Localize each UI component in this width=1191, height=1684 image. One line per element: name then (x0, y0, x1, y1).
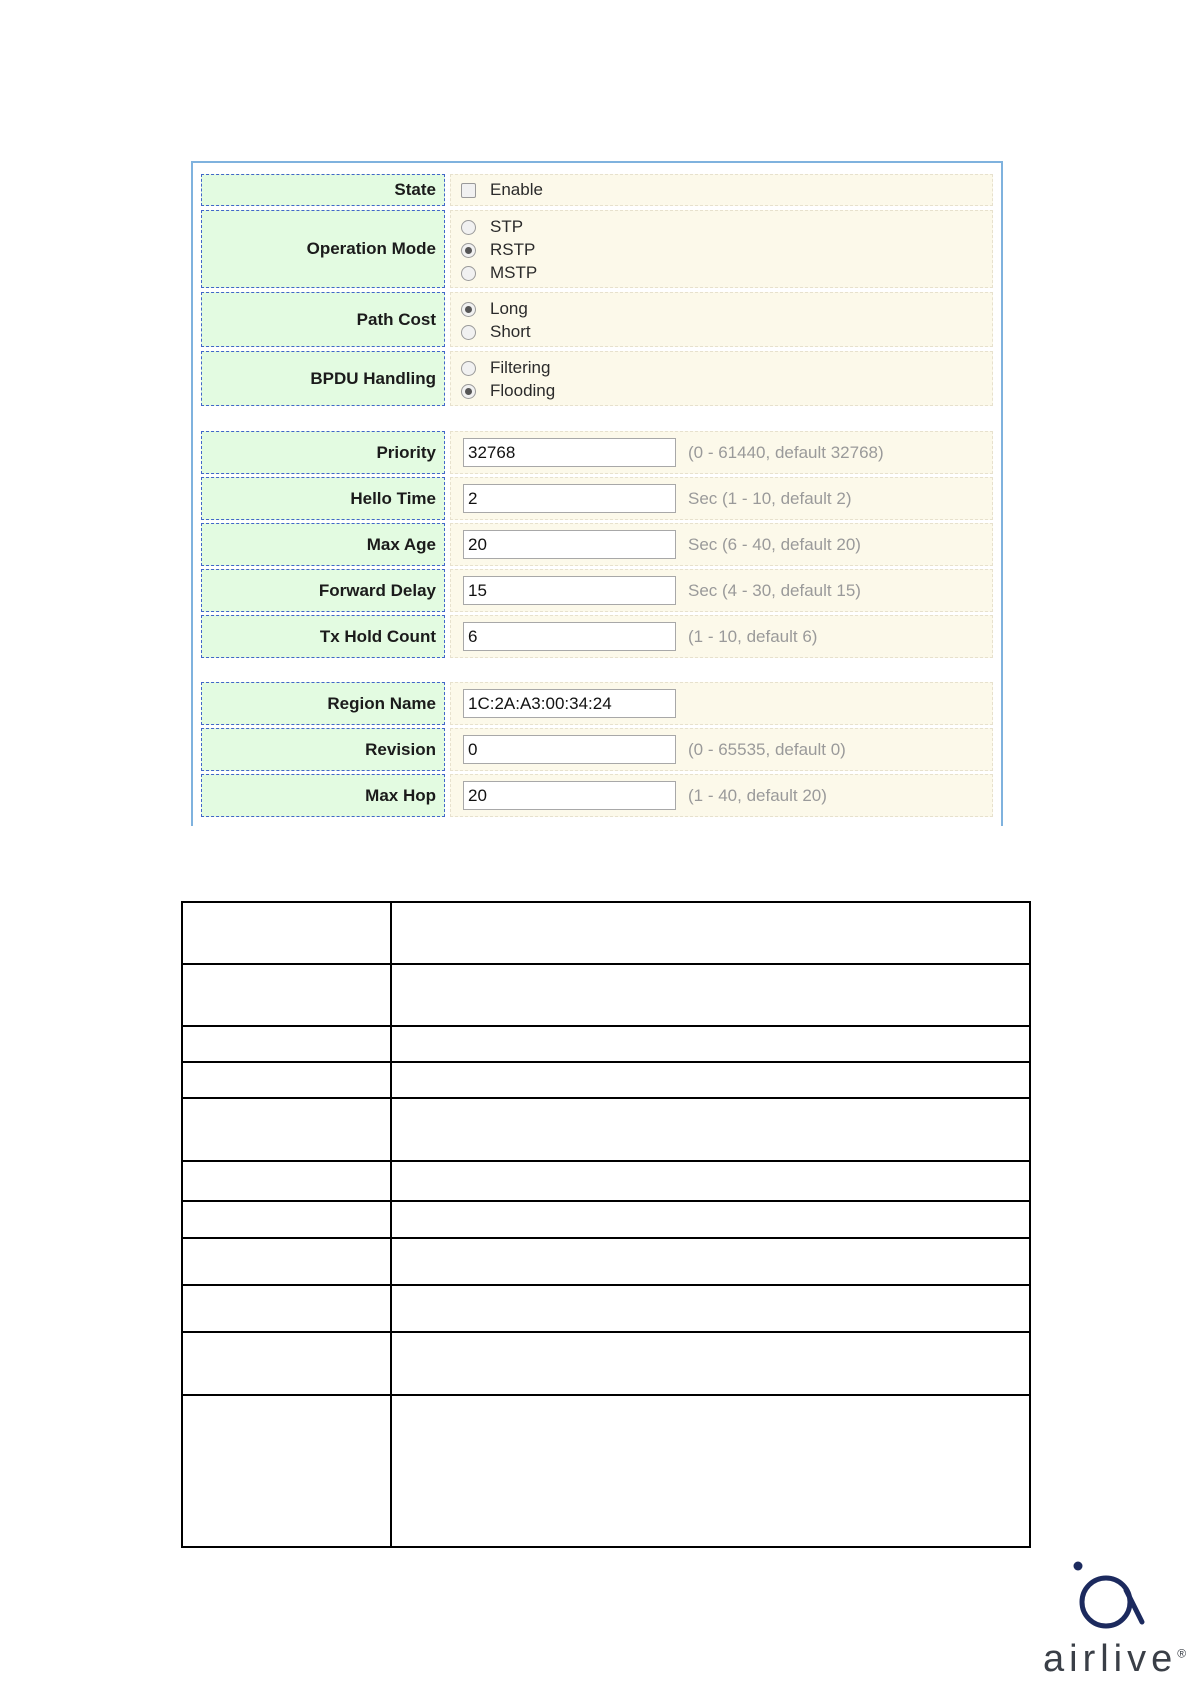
table-cell (391, 1026, 1030, 1062)
bpdu-handling-field (450, 351, 993, 406)
table-cell (391, 1332, 1030, 1395)
tx-hold-count-label: Tx Hold Count (201, 615, 445, 658)
table-cell (182, 1062, 391, 1098)
table-row (182, 1332, 1030, 1395)
revision-input[interactable] (463, 735, 676, 764)
path-cost-long-text: Long (490, 299, 528, 318)
hello-time-hint: Sec (1 - 10, default 2) (688, 489, 852, 508)
table-cell (391, 1395, 1030, 1547)
radio-filtering[interactable] (461, 361, 476, 376)
state-enable-text: Enable (490, 180, 543, 199)
table-cell (182, 1098, 391, 1161)
hello-time-input[interactable] (463, 484, 676, 513)
table-cell (182, 1395, 391, 1547)
table-row (182, 1395, 1030, 1547)
priority-field (450, 431, 993, 474)
table-cell (182, 902, 391, 964)
table-row (182, 964, 1030, 1026)
table-cell (391, 964, 1030, 1026)
path-cost-short-text: Short (490, 322, 531, 341)
description-table (181, 901, 1031, 1548)
max-hop-row (201, 774, 993, 817)
max-hop-label: Max Hop (201, 774, 445, 817)
forward-delay-hint: Sec (4 - 30, default 15) (688, 581, 861, 600)
radio-long[interactable] (461, 302, 476, 317)
tx-hold-count-field (450, 615, 993, 658)
revision-row (201, 728, 993, 771)
priority-hint: (0 - 61440, default 32768) (688, 443, 884, 462)
max-age-input[interactable] (463, 530, 676, 559)
priority-label: Priority (201, 431, 445, 474)
forward-delay-field (450, 569, 993, 612)
table-row (182, 1201, 1030, 1238)
registered-mark: ® (1177, 1646, 1187, 1661)
state-row (201, 174, 993, 206)
table-cell (182, 1332, 391, 1395)
operation-mode-rstp-text: RSTP (490, 240, 536, 259)
bpdu-handling-row (201, 351, 993, 406)
operation-mode-row (201, 210, 993, 288)
operation-mode-option-rstp[interactable] (461, 239, 535, 261)
brand-text: airlive (1043, 1638, 1178, 1680)
max-age-label: Max Age (201, 523, 445, 566)
table-row (182, 1026, 1030, 1062)
operation-mode-label: Operation Mode (201, 210, 445, 288)
forward-delay-row (201, 569, 993, 612)
bpdu-option-flooding[interactable] (461, 380, 555, 402)
revision-hint: (0 - 65535, default 0) (688, 740, 846, 759)
operation-mode-stp-text: STP (490, 217, 524, 236)
path-cost-option-long[interactable] (461, 298, 528, 320)
table-cell (182, 1285, 391, 1332)
forward-delay-input[interactable] (463, 576, 676, 605)
hello-time-field (450, 477, 993, 520)
radio-flooding[interactable] (461, 384, 476, 399)
region-name-input[interactable] (463, 689, 676, 718)
table-cell (391, 1161, 1030, 1201)
table-cell (391, 1098, 1030, 1161)
bpdu-flooding-text: Flooding (490, 381, 556, 400)
table-row (182, 902, 1030, 964)
path-cost-field (450, 292, 993, 347)
revision-label: Revision (201, 728, 445, 771)
airlive-brand-text (1043, 1638, 1186, 1681)
hello-time-label: Hello Time (201, 477, 445, 520)
radio-rstp[interactable] (461, 243, 476, 258)
radio-short[interactable] (461, 325, 476, 340)
tx-hold-count-input[interactable] (463, 622, 676, 651)
forward-delay-label: Forward Delay (201, 569, 445, 612)
bpdu-filtering-text: Filtering (490, 358, 551, 377)
max-age-row (201, 523, 993, 566)
table-row (182, 1161, 1030, 1201)
max-hop-hint: (1 - 40, default 20) (688, 786, 827, 805)
table-cell (391, 1062, 1030, 1098)
table-row (182, 1285, 1030, 1332)
region-name-label: Region Name (201, 682, 445, 725)
tx-hold-count-hint: (1 - 10, default 6) (688, 627, 818, 646)
priority-input[interactable] (463, 438, 676, 467)
bpdu-handling-label: BPDU Handling (201, 351, 445, 406)
tx-hold-count-row (201, 615, 993, 658)
radio-stp[interactable] (461, 220, 476, 235)
table-row (182, 1098, 1030, 1161)
hello-time-row (201, 477, 993, 520)
state-enable-option[interactable] (461, 179, 543, 201)
max-age-hint: Sec (6 - 40, default 20) (688, 535, 861, 554)
operation-mode-field (450, 210, 993, 288)
operation-mode-option-stp[interactable] (461, 216, 523, 238)
table-cell (182, 964, 391, 1026)
path-cost-option-short[interactable] (461, 321, 531, 343)
bpdu-option-filtering[interactable] (461, 357, 550, 379)
stp-settings-panel (191, 161, 1003, 826)
max-hop-input[interactable] (463, 781, 676, 810)
table-cell (391, 1201, 1030, 1238)
region-name-row (201, 682, 993, 725)
radio-mstp[interactable] (461, 266, 476, 281)
table-row (182, 1062, 1030, 1098)
table-cell (182, 1026, 391, 1062)
operation-mode-option-mstp[interactable] (461, 262, 537, 284)
max-hop-field (450, 774, 993, 817)
table-row (182, 1238, 1030, 1285)
table-cell (391, 1238, 1030, 1285)
state-enable-checkbox[interactable] (461, 183, 476, 198)
table-cell (182, 1238, 391, 1285)
table-cell (182, 1201, 391, 1238)
path-cost-row (201, 292, 993, 347)
state-field (450, 174, 993, 206)
table-cell (391, 902, 1030, 964)
revision-field (450, 728, 993, 771)
priority-row (201, 431, 993, 474)
region-name-field (450, 682, 993, 725)
path-cost-label: Path Cost (201, 292, 445, 347)
table-cell (391, 1285, 1030, 1332)
table-cell (182, 1161, 391, 1201)
max-age-field (450, 523, 993, 566)
operation-mode-mstp-text: MSTP (490, 263, 538, 282)
state-label: State (201, 174, 445, 206)
